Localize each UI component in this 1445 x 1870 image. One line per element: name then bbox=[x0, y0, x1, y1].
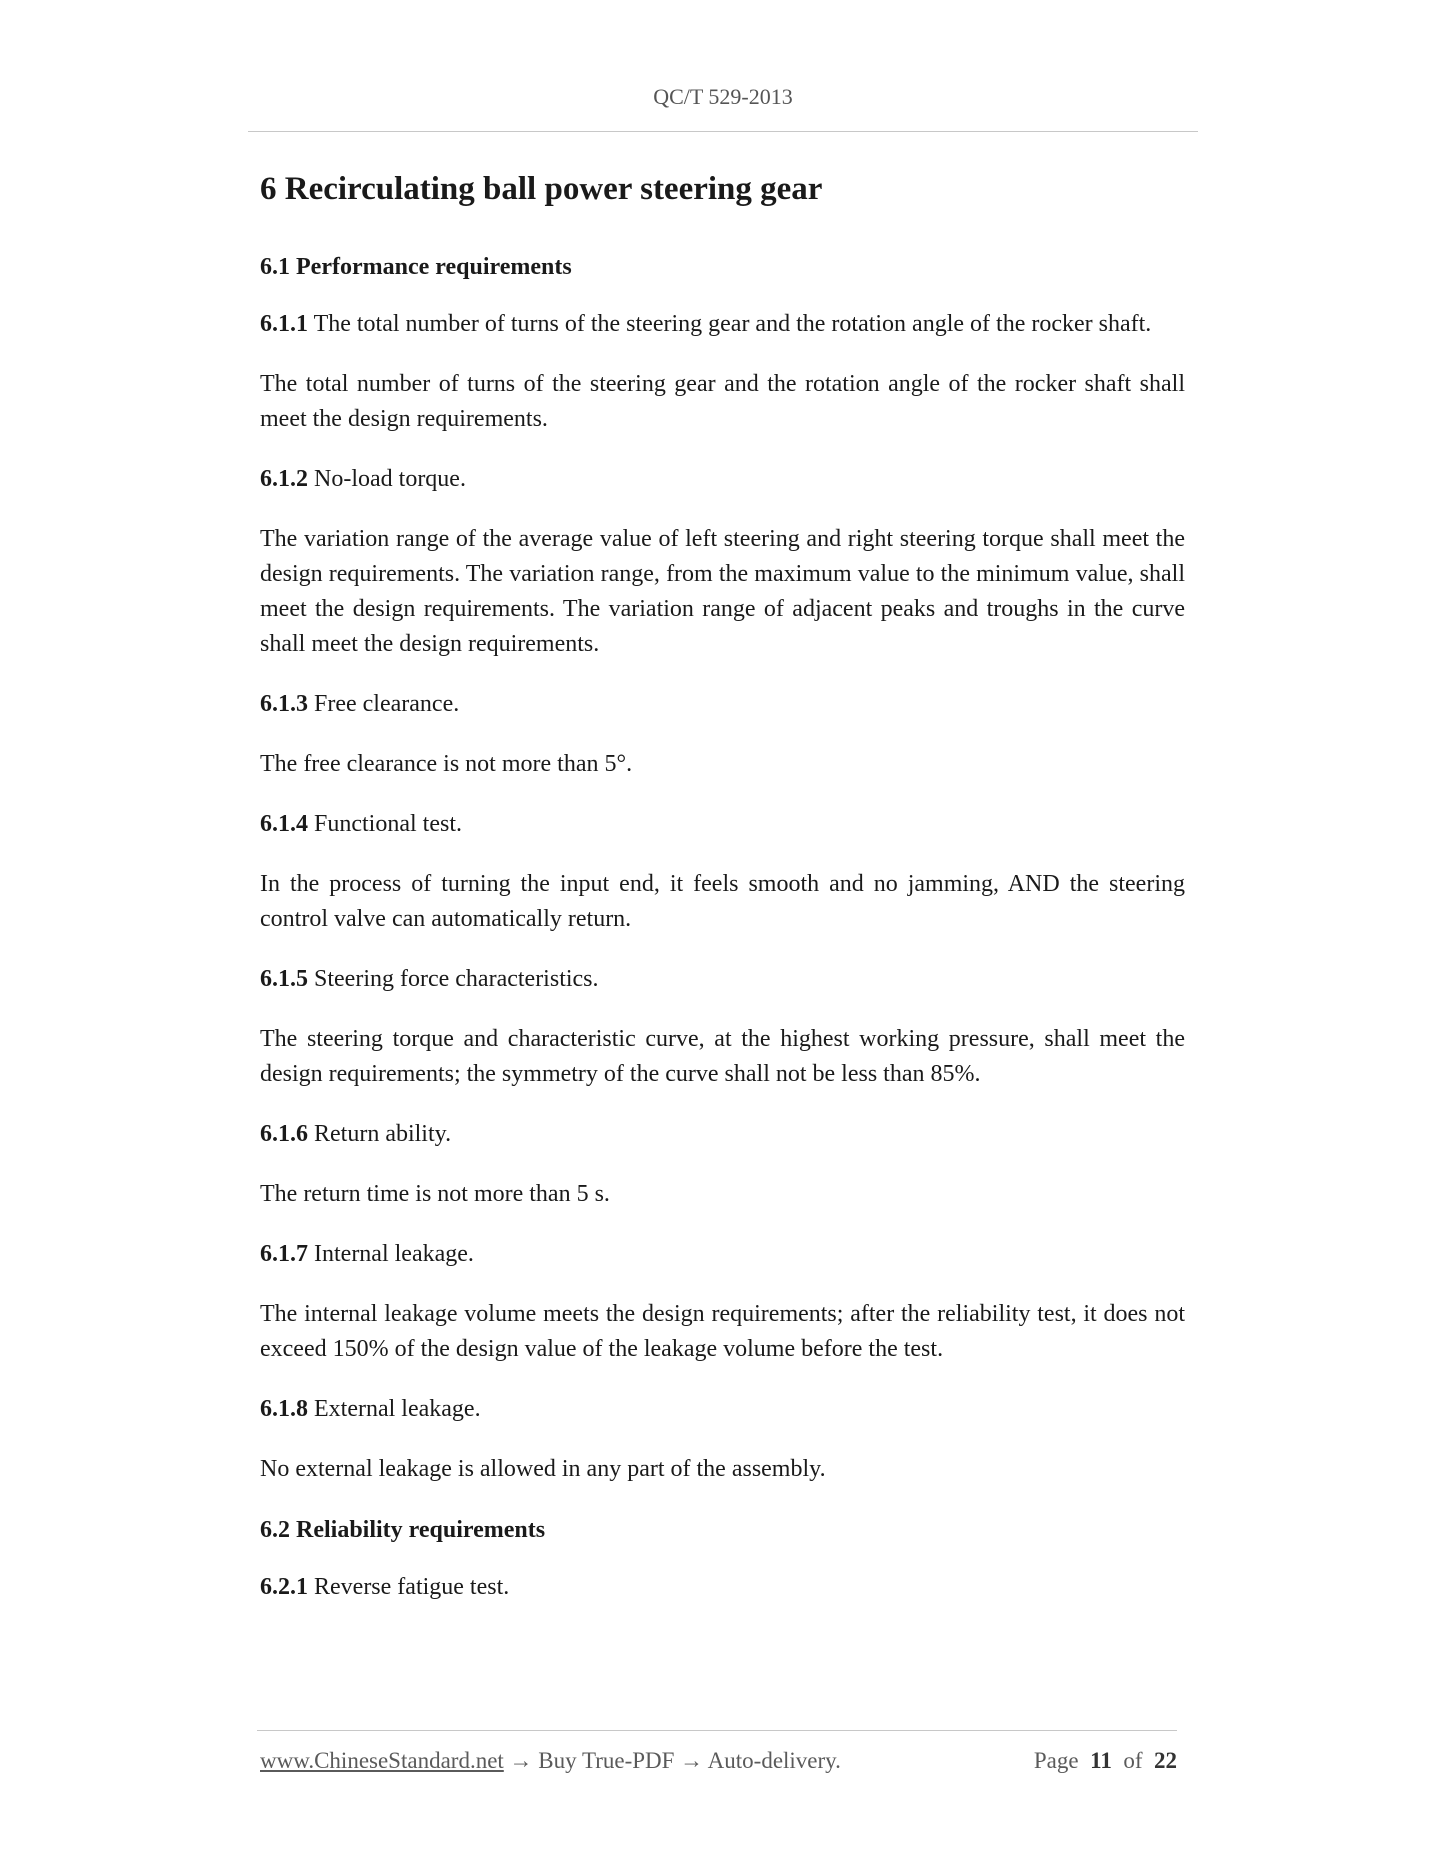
clause-title-text: Internal leakage. bbox=[314, 1240, 474, 1267]
clause-6-1-2-title bbox=[260, 462, 1185, 497]
total-pages: 22 bbox=[1154, 1748, 1177, 1773]
page-of: of bbox=[1123, 1748, 1143, 1773]
clause-title-text: Steering force characteristics. bbox=[314, 965, 599, 992]
clause-6-1-1-title bbox=[260, 307, 1185, 342]
page-header: QC/T 529-2013 bbox=[653, 84, 793, 109]
footer-tagline: → Buy True-PDF → Auto-delivery. bbox=[503, 1748, 841, 1773]
clause-6-1-4-body: In the process of turning the input end, it feels smooth and no jamming, AND the steering control valve can automatically return. bbox=[260, 870, 1185, 932]
clause-number: 6.1.7 bbox=[260, 1240, 308, 1267]
clause-number: 6.1.2 bbox=[260, 465, 308, 492]
clause-title-text: The total number of turns of the steering gear and the rotation angle of the rocker shaft. bbox=[313, 310, 1152, 337]
clause-6-1-5-title bbox=[260, 962, 1185, 997]
clause-title-text: Reverse fatigue test. bbox=[314, 1573, 510, 1600]
clause-6-1-1-body: The total number of turns of the steering gear and the rotation angle of the rocker shaft shall meet the design requirements. bbox=[260, 370, 1185, 432]
clause-number: 6.1.5 bbox=[260, 965, 308, 992]
clause-title-text: Free clearance. bbox=[314, 690, 460, 717]
clause-number: 6.1.3 bbox=[260, 690, 308, 717]
clause-6-1-6-title bbox=[260, 1117, 1185, 1152]
clause-6-1-2-body: The variation range of the average value of left steering and right steering torque shall meet the design requirements. The variation range, from the maximum value to the minimum value, shall meet the design requirements. The variation range of adjacent peaks and troughs in the curve shall meet the design requirements. bbox=[260, 525, 1185, 657]
clause-6-1-8-title bbox=[260, 1392, 1185, 1427]
clause-title-text: Return ability. bbox=[314, 1120, 452, 1147]
clause-6-1-7-title bbox=[260, 1237, 1185, 1272]
clause-6-1-3-body: The free clearance is not more than 5°. bbox=[260, 750, 633, 777]
website-link[interactable]: www.ChineseStandard.net bbox=[260, 1748, 504, 1773]
clause-number: 6.1.6 bbox=[260, 1120, 308, 1147]
clause-title-text: Functional test. bbox=[314, 810, 462, 837]
header-divider bbox=[248, 131, 1198, 132]
clause-title-text: No-load torque. bbox=[314, 465, 466, 492]
clause-6-1-3-title bbox=[260, 687, 1185, 722]
document-body bbox=[260, 168, 1185, 1630]
page-label: Page bbox=[1033, 1748, 1079, 1773]
subsection-heading-6-2: 6.2 Reliability requirements bbox=[260, 1516, 546, 1543]
page-number bbox=[1034, 1748, 1177, 1774]
footer-promo bbox=[260, 1748, 841, 1774]
clause-6-1-4-title bbox=[260, 807, 1185, 842]
clause-number: 6.2.1 bbox=[260, 1573, 308, 1600]
clause-number: 6.1.1 bbox=[260, 310, 308, 337]
clause-6-1-6-body: The return time is not more than 5 s. bbox=[260, 1180, 610, 1207]
footer-divider bbox=[257, 1730, 1177, 1731]
clause-6-2-1-title bbox=[260, 1570, 1185, 1605]
clause-6-1-7-body: The internal leakage volume meets the design requirements; after the reliability test, it does not exceed 150% of the design value of the leakage volume before the test. bbox=[260, 1300, 1185, 1362]
clause-number: 6.1.4 bbox=[260, 810, 308, 837]
clause-number: 6.1.8 bbox=[260, 1395, 308, 1422]
section-title: 6 Recirculating ball power steering gear bbox=[260, 171, 823, 207]
subsection-heading-6-1: 6.1 Performance requirements bbox=[260, 253, 572, 280]
clause-6-1-8-body: No external leakage is allowed in any part of the assembly. bbox=[260, 1455, 826, 1482]
clause-title-text: External leakage. bbox=[314, 1395, 481, 1422]
current-page: 11 bbox=[1090, 1748, 1112, 1773]
clause-6-1-5-body: The steering torque and characteristic curve, at the highest working pressure, shall meet the design requirements; the symmetry of the curve shall not be less than 85%. bbox=[260, 1025, 1185, 1087]
